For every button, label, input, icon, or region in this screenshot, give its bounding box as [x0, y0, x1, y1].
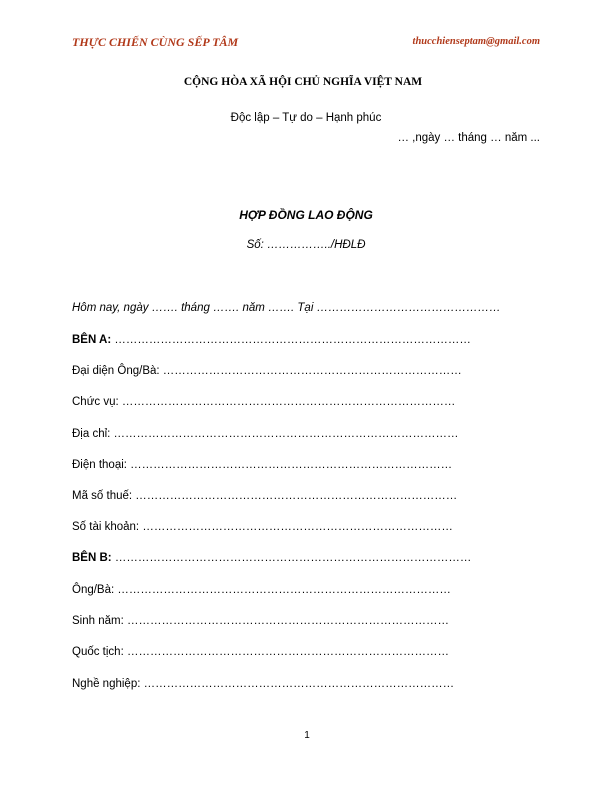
contract-title: HỢP ĐỒNG LAO ĐỘNG	[239, 208, 373, 222]
position-line: Chức vụ: ……………………………………………………………………………	[72, 396, 456, 408]
representative-line: Đại diện Ông/Bà: ……………………………………………………………………	[72, 365, 462, 377]
party-a-line	[72, 334, 471, 346]
party-b-line	[72, 552, 471, 564]
phone-line: Điện thoại: …………………………………………………………………………	[72, 459, 453, 471]
header-right-email: thucchienseptam@gmail.com	[412, 36, 540, 47]
address-line: Địa chỉ: ………………………………………………………………………………	[72, 428, 459, 440]
today-line: Hôm nay, ngày ……. tháng ……. năm ……. Tại …………………………………………	[72, 302, 501, 314]
date-line: … ,ngày … tháng … năm ...	[397, 132, 540, 144]
party-a-dots: …………………………………………………………………………………	[111, 334, 471, 346]
name-line: Ông/Bà: ……………………………………………………………………………	[72, 584, 451, 596]
party-b-label: BÊN B:	[72, 552, 112, 564]
birth-year-line: Sinh năm: …………………………………………………………………………	[72, 615, 449, 627]
contract-number: Số: ……………../HĐLĐ	[246, 239, 366, 251]
nationality-line: Quốc tịch: …………………………………………………………………………	[72, 646, 449, 658]
header-left-brand: THỰC CHIẾN CÙNG SẾP TÂM	[72, 35, 239, 49]
nation-title: CỘNG HÒA XÃ HỘI CHỦ NGHĨA VIỆT NAM	[183, 76, 423, 88]
party-b-dots: …………………………………………………………………………………	[111, 552, 472, 564]
tax-code-line: Mã số thuế: …………………………………………………………………………	[72, 490, 458, 502]
account-number-line: Số tài khoản: ………………………………………………………………………	[72, 521, 453, 533]
page-number: 1	[304, 730, 310, 741]
motto: Độc lập – Tự do – Hạnh phúc	[230, 112, 382, 124]
occupation-line: Nghề nghiệp: ………………………………………………………………………	[72, 678, 455, 690]
party-a-label: BÊN A:	[72, 334, 112, 346]
